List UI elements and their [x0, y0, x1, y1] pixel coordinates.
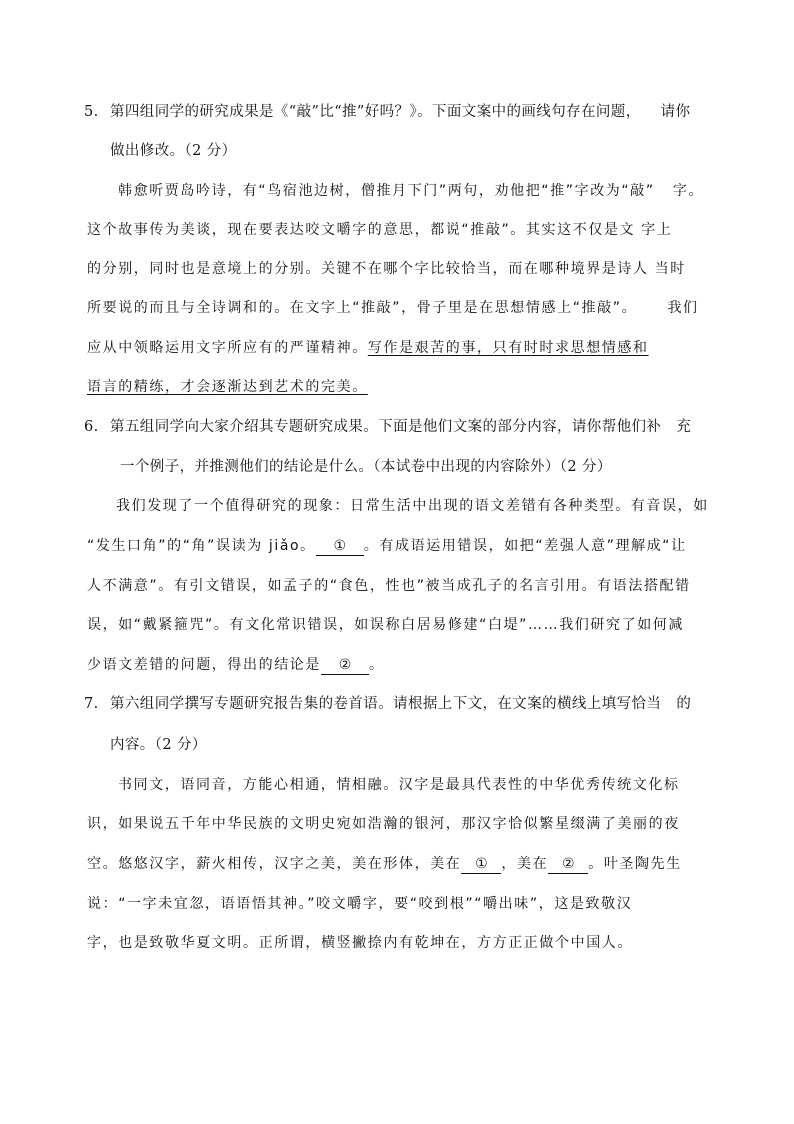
- q6-passage-text: 。: [369, 657, 385, 673]
- q7-passage-text: 。叶圣陶先生: [588, 856, 682, 872]
- q6-passage-line: [87, 655, 385, 675]
- q5-prompt-line1: 第四组同学的研究成果是《“敲”比“推”好吗？》。下面文案中的画线句存在问题， 请你: [110, 104, 691, 120]
- q6-passage-line: 我们发现了一个值得研究的现象：日常生活中出现的语文差错有各种类型。有音误，如: [116, 498, 709, 514]
- q5-underlined-sentence-part2: 语言的精练，才会逐渐达到艺术的完美。: [87, 379, 368, 395]
- q6-blank-2[interactable]: ②: [321, 656, 369, 675]
- q6-blank-1[interactable]: ①: [316, 537, 364, 556]
- q6-prompt-line1: 第五组同学向大家介绍其专题研究成果。下面是他们文案的部分内容，请你帮他们补 充: [110, 419, 692, 435]
- q7-prompt-line1: 第六组同学撰写专题研究报告集的卷首语。请根据上下文，在文案的横线上填写恰当 的: [110, 696, 692, 712]
- q5-passage-line: 这个故事传为美谈，现在要表达咬文嚼字的意思，都说“推敲”。其实这不仅是文 字上: [87, 222, 673, 238]
- q6-prompt-line2: 一个例子，并推测他们的结论是什么。（本试卷中出现的内容除外）（2 分）: [120, 459, 612, 475]
- q7-passage-line: 说：“一字未宜忽，语语悟其神。”咬文嚼字，要“咬到根”“嚼出味”，这是致敬汉: [87, 896, 633, 912]
- q5-passage-plain: 应从中领略运用文字所应有的严谨精神。: [87, 340, 368, 356]
- q7-passage-line: [87, 854, 682, 874]
- q5-number: 5.: [84, 104, 99, 120]
- q6-passage-text: 少语文差错的问题，得出的结论是: [87, 657, 321, 673]
- q5-passage-line: [87, 377, 368, 397]
- q5-passage-line: [87, 338, 649, 358]
- q6-passage-line: 误，如“戴紧箍咒”。有文化常识错误，如误称白居易修建“白堤”……我们研究了如何减: [87, 617, 685, 633]
- q6-passage-line: 人不满意”。有引文错误，如孟子的“食色，性也”被当成孔子的名言引用。有语法搭配错: [87, 578, 691, 594]
- q5-underlined-sentence-part1: 写作是艰苦的事，只有时时求思想情感和: [367, 340, 649, 356]
- q5-prompt-line2: 做出修改。（2 分）: [110, 143, 237, 159]
- q7-passage-line: 字，也是致敬华夏文明。正所谓，横竖撇捺内有乾坤在，方方正正做个中国人。: [87, 935, 633, 951]
- q6-passage-text: 。有成语运用错误，如把“差强人意”理解成“让: [363, 538, 687, 554]
- q7-passage-text: ，美在: [501, 856, 549, 872]
- q6-number: 6.: [84, 419, 99, 435]
- q5-passage-line: 的分别，同时也是意境上的分别。关键不在哪个字比较恰当，而在哪种境界是诗人 当时: [87, 261, 686, 277]
- q6-passage-text: “发生口角”的“角”误读为 jiǎo。: [87, 538, 316, 554]
- q7-passage-line: 识，如果说五千年中华民族的文明史宛如浩瀚的银河，那汉字恰似繁星缀满了美丽的夜: [87, 816, 680, 832]
- q7-number: 7.: [84, 696, 99, 712]
- q7-blank-1[interactable]: ①: [461, 855, 501, 874]
- q7-blank-2[interactable]: ②: [548, 855, 588, 874]
- q6-passage-line: [87, 536, 687, 556]
- q7-passage-text: 空。悠悠汉字，薪火相传，汉字之美，美在形体，美在: [87, 856, 462, 872]
- q5-passage-line: 韩愈听贾岛吟诗，有“鸟宿池边树，僧推月下门”两句，劝他把“推”字改为“敲” 字。: [118, 183, 705, 199]
- q7-prompt-line2: 内容。（2 分）: [110, 737, 207, 753]
- q7-passage-line: 书同文，语同音，方能心相通，情相融。汉字是最具代表性的中华优秀传统文化标: [118, 777, 680, 793]
- q5-passage-line: 所要说的而且与全诗调和的。在文字上“推敲”，骨子里是在思想情感上“推敲”。 我们: [87, 300, 699, 316]
